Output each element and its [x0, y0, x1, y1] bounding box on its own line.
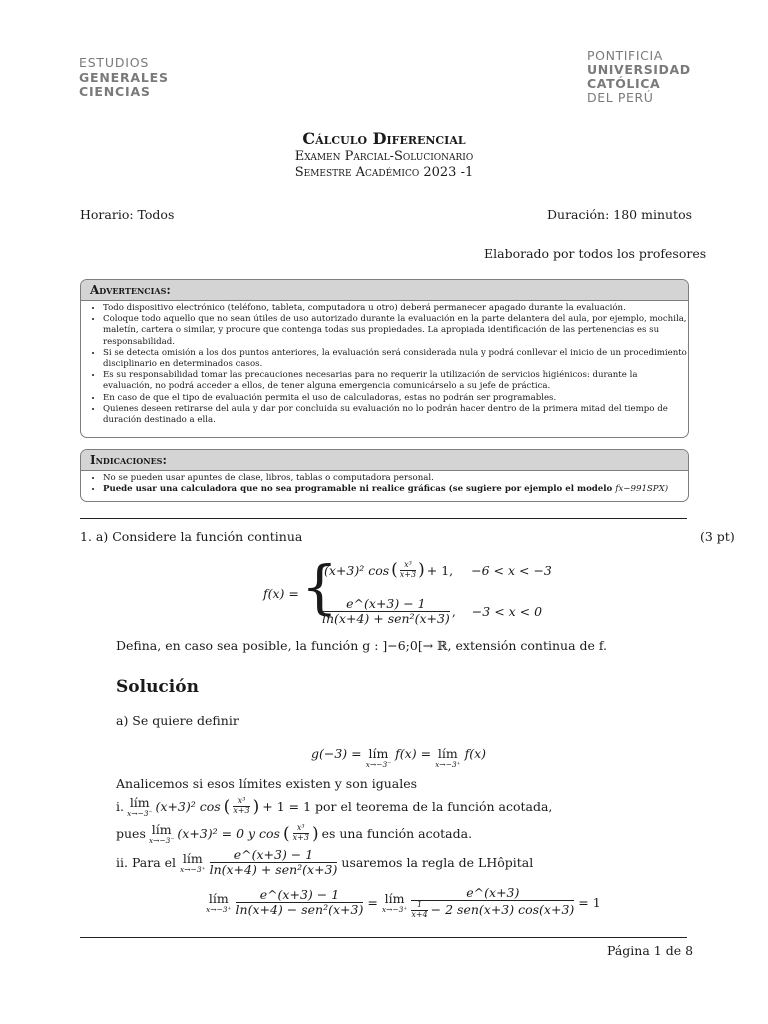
limit	[180, 851, 206, 874]
fraction-denominator: ln(x+4) + sen²(x+3)	[322, 610, 450, 626]
fx-eq: f(x) =	[395, 746, 432, 761]
advertencias-list	[81, 303, 688, 426]
lim-word: lím	[437, 746, 458, 761]
lim-sub: x→−3⁺	[180, 864, 206, 874]
solution-pues	[116, 822, 472, 845]
fraction	[411, 886, 574, 919]
fraction-numerator: e^(x+3) − 1	[236, 888, 364, 903]
logo-line: CATÓLICA	[587, 76, 661, 91]
paren-open: (	[223, 796, 231, 817]
g-left: g(−3) =	[311, 746, 362, 761]
step-ii-tail: usaremos la regla de LHôpital	[341, 854, 534, 870]
logo-estudios-generales-ciencias	[79, 56, 169, 100]
pues-word: pues	[116, 826, 146, 841]
solution-step-ii	[116, 848, 533, 877]
indicaciones-list	[81, 473, 688, 495]
fraction-numerator: e^(x+3) − 1	[322, 597, 450, 612]
lhopital-result: = 1	[578, 895, 601, 911]
pues-expr: (x+3)² = 0 y cos	[177, 826, 280, 841]
advertencias-heading: Advertencias:	[81, 280, 688, 301]
fraction	[236, 888, 364, 917]
lim-sub: x→−3⁺	[206, 905, 232, 915]
list-item: • Coloque todo aquello que no sean útiles de uso autorizado durante la evaluación en la parte delantera del aula, por ejemplo, mochila, maletín, cartera o similar, y procure que contenga todas sus propiedades. La apropiada identificación de las pertenencias es su responsabilidad.	[103, 314, 688, 348]
elaborado-label: Elaborado por todos los profesores	[484, 246, 707, 261]
fraction-numerator: x³	[400, 561, 416, 571]
fraction-denominator: x+3	[399, 569, 417, 579]
case1-tail: + 1,	[426, 562, 454, 578]
page-number: Página 1 de 8	[607, 943, 694, 958]
lhopital-equation	[206, 886, 601, 919]
paren-close: )	[311, 823, 319, 844]
semester-label: Semestre Académico 2023 -1	[294, 165, 474, 180]
comma: ,	[451, 603, 456, 619]
pues-tail: es una función acotada.	[321, 826, 473, 841]
limit	[127, 795, 153, 818]
fraction-numerator: e^(x+3) − 1	[210, 848, 338, 863]
fx: f(x)	[464, 746, 487, 761]
fraction-denominator: x+3	[233, 806, 250, 815]
case1-condition: −6 < x < −3	[471, 562, 552, 578]
fraction	[293, 824, 309, 843]
equals: =	[367, 895, 378, 911]
fraction-denominator: ln(x+4) − sen²(x+3)	[235, 902, 364, 918]
lim-word: lím	[182, 850, 203, 866]
piecewise-case-2	[322, 597, 542, 626]
lim-word: lím	[368, 746, 389, 761]
calculator-model: fx−991SPX)	[615, 484, 669, 495]
logo-line: ESTUDIOS	[79, 55, 150, 70]
list-item: • Quienes deseen retirarse del aula y dar por concluida su evaluación no lo podrán hacer dentro de la primera mitad del tiempo de duración destinado a ella.	[103, 404, 688, 426]
solution-heading: Solución	[116, 677, 199, 697]
list-item: • Si se detecta omisión a los dos puntos anteriores, la evaluación será considerada nula y podrá conllevar el inicio de un procedimiento disciplinario en determinados casos.	[103, 348, 688, 370]
lim-sub: x→−3⁺	[435, 760, 461, 769]
fx-label: f(x) =	[263, 586, 299, 601]
limit-right	[435, 746, 461, 769]
lim-word: lím	[129, 795, 150, 810]
solution-part-a: a) Se quiere definir	[116, 713, 239, 728]
logo-line: PONTIFICIA	[587, 48, 663, 63]
advertencias-box	[80, 279, 689, 438]
page-title: Cálculo Diferencial	[302, 129, 466, 148]
paren-open: (	[282, 823, 290, 844]
limit	[206, 891, 232, 914]
paren-open: (	[391, 560, 398, 580]
limit	[382, 891, 408, 914]
list-item: • No se pueden usar apuntes de clase, libros, tablas o computadora personal.	[103, 473, 688, 484]
exam-subtitle: Examen Parcial-Solucionario	[294, 149, 474, 164]
lim-word: lím	[384, 891, 405, 907]
paren-close: )	[418, 560, 425, 580]
logo-pucp	[587, 49, 691, 105]
divider	[80, 518, 687, 519]
define-statement: Defina, en caso sea posible, la función g : ]−6;0[→ ℝ, extensión continua de f.	[116, 638, 608, 653]
indicaciones-heading: Indicaciones:	[81, 450, 688, 471]
indicaciones-box	[80, 449, 689, 502]
paren-close: )	[252, 796, 260, 817]
case1-fraction	[400, 561, 416, 580]
solution-step-i	[116, 795, 552, 818]
fraction-numerator: e^(x+3)	[411, 886, 574, 901]
step-label: ii. Para el	[116, 854, 177, 870]
piecewise-brace: {	[301, 553, 338, 621]
piecewise-case-1	[324, 558, 552, 582]
fraction-denominator: x+3	[292, 833, 309, 842]
fraction-numerator: x³	[293, 824, 309, 834]
logo-line: DEL PERÚ	[587, 90, 654, 105]
problem-points: (3 pt)	[700, 529, 735, 544]
case2-condition: −3 < x < 0	[471, 603, 543, 619]
denominator-tail: − 2 sen(x+3) cos(x+3)	[430, 902, 575, 918]
lim-sub: x→−3⁺	[381, 905, 408, 915]
lim-word: lím	[208, 891, 229, 907]
analicemos-line: Analicemos si esos límites existen y son iguales	[116, 776, 418, 791]
limit	[149, 822, 175, 845]
list-item	[103, 484, 688, 495]
step-label: i.	[116, 799, 124, 814]
step-i-tail: + 1 = 1 por el teorema de la función acotada,	[262, 799, 553, 814]
fraction	[233, 797, 249, 816]
lim-sub: x→−3⁻	[365, 760, 392, 769]
step-i-expr: (x+3)² cos	[155, 799, 221, 814]
problem-1-statement: 1. a) Considere la función continua	[80, 529, 303, 544]
fraction	[411, 901, 427, 920]
logo-line: GENERALES	[79, 69, 169, 85]
logo-line: CIENCIAS	[79, 84, 151, 99]
horario-label: Horario: Todos	[80, 207, 175, 222]
fraction-denominator	[411, 901, 574, 920]
fraction-denominator: ln(x+4) + sen²(x+3)	[209, 861, 338, 877]
lim-sub: x→−3⁻	[148, 836, 175, 845]
list-item: • Es su responsabilidad tomar las precauciones necesarias para no requerir la utilización de servicios higiénicos: durante la evaluación, no podrá acceder a ellos, de tener alguna emergencia comunicárselo a su jefe de práctica.	[103, 370, 688, 392]
lim-word: lím	[151, 822, 172, 837]
fraction-numerator: 1	[411, 901, 427, 911]
case1-expr: (x+3)² cos	[324, 562, 390, 578]
lim-sub: x→−3⁻	[126, 809, 153, 818]
g-definition	[311, 746, 486, 769]
calculator-note: Puede usar una calculadora que no sea programable ni realice gráficas (se sugiere por ejemplo el modelo	[103, 484, 613, 495]
limit-left	[366, 746, 392, 769]
list-item: • En caso de que el tipo de evaluación permita el uso de calculadoras, estas no podrán ser programables.	[103, 393, 688, 404]
duracion-label: Duración: 180 minutos	[547, 207, 693, 222]
fraction-numerator: x³	[233, 797, 249, 807]
fraction-denominator: x+4	[411, 909, 428, 919]
case2-fraction	[322, 597, 450, 626]
logo-line: UNIVERSIDAD	[587, 62, 691, 77]
footer-divider	[80, 937, 687, 938]
list-item: • Todo dispositivo electrónico (teléfono, tableta, computadora u otro) deberá permanecer apagado durante la evaluación.	[103, 303, 688, 314]
fraction	[210, 848, 338, 877]
